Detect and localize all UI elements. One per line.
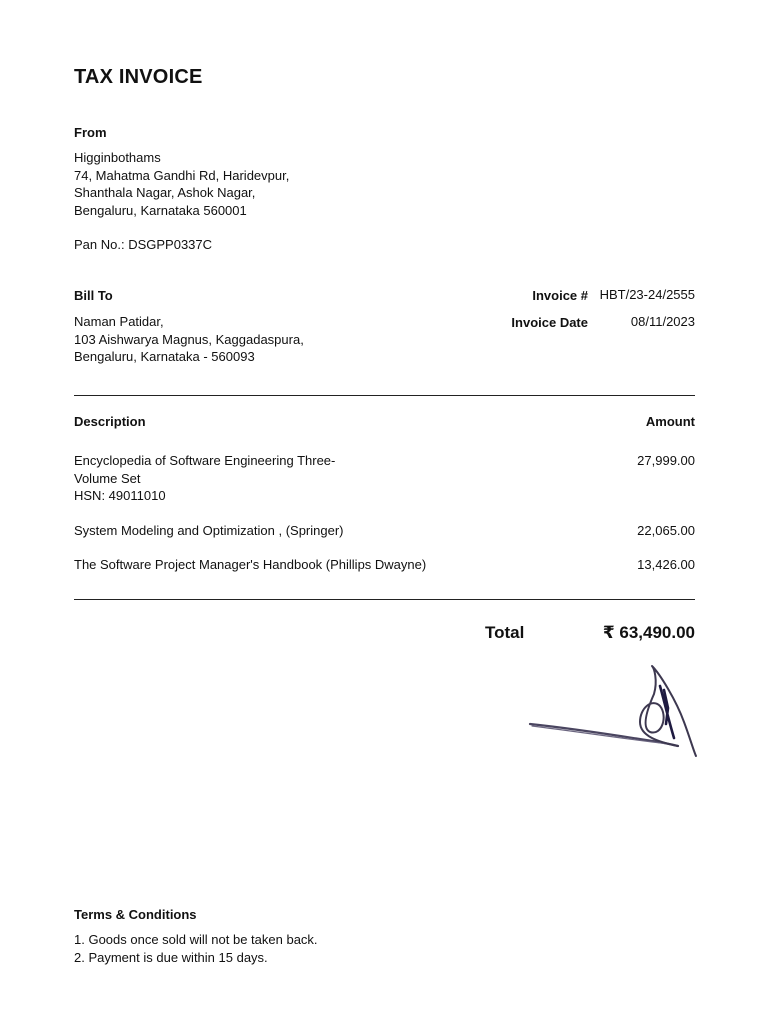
divider-bottom bbox=[74, 599, 695, 600]
from-name: Higginbothams bbox=[74, 150, 161, 165]
from-address-line-2: Shanthala Nagar, Ashok Nagar, bbox=[74, 185, 256, 200]
from-address bbox=[74, 149, 289, 219]
terms-item: 1. Goods once sold will not be taken back. bbox=[74, 932, 318, 947]
item-amount: 27,999.00 bbox=[637, 453, 695, 468]
bill-to-label: Bill To bbox=[74, 288, 113, 303]
item-hsn: HSN: 49011010 bbox=[74, 488, 166, 503]
document-title: TAX INVOICE bbox=[74, 66, 203, 88]
from-label: From bbox=[74, 125, 107, 140]
total-value: ₹ 63,490.00 bbox=[602, 623, 695, 642]
terms-label: Terms & Conditions bbox=[74, 907, 197, 922]
invoice-number-label: Invoice # bbox=[532, 288, 588, 303]
invoice-date-label: Invoice Date bbox=[511, 315, 588, 330]
amount-header: Amount bbox=[645, 414, 695, 429]
invoice-date: 08/11/2023 bbox=[630, 314, 695, 329]
description-header: Description bbox=[74, 414, 146, 429]
line-item bbox=[74, 452, 335, 505]
bill-to-address-line-2: Bengaluru, Karnataka - 560093 bbox=[74, 349, 255, 364]
item-amount: 22,065.00 bbox=[637, 523, 695, 538]
terms-item: 2. Payment is due within 15 days. bbox=[74, 949, 268, 965]
invoice-number: HBT/23-24/2555 bbox=[599, 287, 695, 302]
bill-to-address-line-1: 103 Aishwarya Magnus, Kaggadaspura, bbox=[74, 331, 304, 347]
divider-top bbox=[74, 395, 695, 396]
signature-image bbox=[528, 660, 698, 760]
from-address-line-3: Bengaluru, Karnataka 560001 bbox=[74, 202, 247, 218]
item-description: System Modeling and Optimization , (Springer) bbox=[74, 523, 344, 538]
item-amount: 13,426.00 bbox=[637, 557, 695, 572]
from-address-line-1: 74, Mahatma Gandhi Rd, Haridevpur, bbox=[74, 167, 290, 183]
item-description: The Software Project Manager's Handbook (Phillips Dwayne) bbox=[74, 557, 427, 572]
item-description-line-2: Volume Set bbox=[74, 470, 141, 486]
terms-list bbox=[74, 931, 318, 966]
pan-number: Pan No.: DSGPP0337C bbox=[74, 237, 213, 252]
total-label: Total bbox=[485, 623, 525, 642]
item-description-line-1: Encyclopedia of Software Engineering Three- bbox=[74, 453, 336, 468]
bill-to-address bbox=[74, 313, 304, 366]
bill-to-name: Naman Patidar, bbox=[74, 314, 164, 329]
